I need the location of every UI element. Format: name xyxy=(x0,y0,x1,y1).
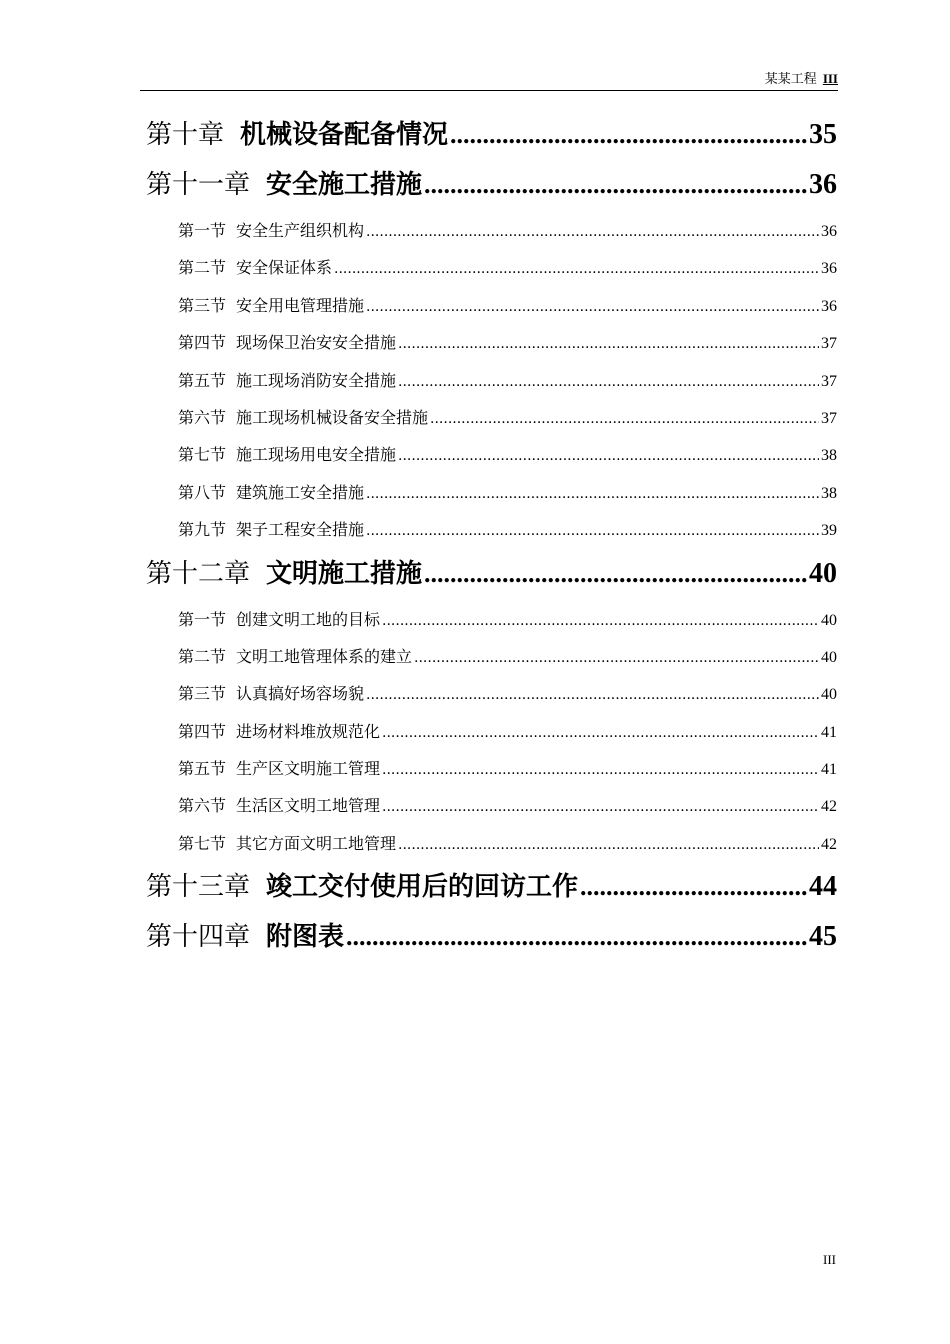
section-label: 第五节 xyxy=(178,759,227,779)
chapter-title: 附图表 xyxy=(266,922,345,953)
section-page-number: 40 xyxy=(821,611,837,629)
section-page-number: 37 xyxy=(821,372,837,390)
dot-leader xyxy=(398,326,819,363)
toc-chapter-11-sections xyxy=(146,210,837,549)
section-title: 现场保卫治安安全措施 xyxy=(236,333,397,353)
section-page-number: 40 xyxy=(821,648,837,666)
toc-section[interactable] xyxy=(178,287,837,324)
section-page-number: 37 xyxy=(821,409,837,427)
chapter-title: 安全施工措施 xyxy=(266,170,423,200)
section-title: 安全生产组织机构 xyxy=(236,221,365,240)
toc-chapter-12[interactable] xyxy=(146,549,837,599)
section-page-number: 38 xyxy=(821,447,837,465)
chapter-label: 第十一章 xyxy=(146,170,251,200)
section-label: 第二节 xyxy=(178,646,227,666)
section-title: 其它方面文明工地管理 xyxy=(236,833,397,853)
toc-section[interactable] xyxy=(178,474,837,511)
section-title: 架子工程安全措施 xyxy=(236,520,365,540)
chapter-label: 第十二章 xyxy=(146,558,251,589)
toc-chapter-13[interactable] xyxy=(146,862,837,912)
toc-chapter-14[interactable] xyxy=(146,912,837,962)
chapter-page-number: 40 xyxy=(809,557,837,589)
toc-chapter-11[interactable] xyxy=(146,160,837,210)
header-page-number: III xyxy=(822,71,838,86)
chapter-page-number: 44 xyxy=(809,871,837,903)
section-page-number: 36 xyxy=(821,223,837,240)
section-title: 施工现场消防安全措施 xyxy=(236,370,397,390)
chapter-title: 竣工交付使用后的回访工作 xyxy=(266,872,579,903)
section-title: 进场材料堆放规范化 xyxy=(236,721,381,741)
section-page-number: 42 xyxy=(821,835,837,853)
chapter-title: 文明施工措施 xyxy=(266,558,423,589)
toc-section[interactable] xyxy=(178,399,837,436)
toc-section[interactable] xyxy=(178,713,837,750)
dot-leader xyxy=(398,827,819,864)
section-label: 第五节 xyxy=(178,370,227,390)
dot-leader xyxy=(366,677,819,714)
section-page-number: 38 xyxy=(821,484,837,502)
dot-leader xyxy=(414,640,819,677)
dot-leader xyxy=(382,789,819,826)
section-title: 创建文明工地的目标 xyxy=(236,609,381,629)
dot-leader xyxy=(366,513,819,550)
section-title: 文明工地管理体系的建立 xyxy=(236,646,413,666)
dot-leader xyxy=(398,438,819,475)
section-page-number: 41 xyxy=(821,761,837,779)
toc-section[interactable] xyxy=(178,638,837,675)
toc-section[interactable] xyxy=(178,212,837,249)
footer-page-number: III xyxy=(823,1252,836,1267)
dot-leader xyxy=(366,214,819,251)
section-title: 生产区文明施工管理 xyxy=(236,759,381,779)
section-title: 施工现场用电安全措施 xyxy=(236,445,397,465)
dot-leader xyxy=(430,401,819,438)
section-title: 安全用电管理措施 xyxy=(236,295,365,315)
section-page-number: 36 xyxy=(821,260,837,278)
toc-chapter-12-sections xyxy=(146,599,837,863)
section-label: 第四节 xyxy=(178,333,227,353)
toc-section[interactable] xyxy=(178,750,837,787)
section-title: 建筑施工安全措施 xyxy=(236,482,365,502)
section-label: 第七节 xyxy=(178,833,227,853)
dot-leader xyxy=(382,715,819,752)
section-label: 第六节 xyxy=(178,407,227,427)
section-title: 认真搞好场容场貌 xyxy=(236,684,365,704)
section-label: 第一节 xyxy=(178,609,227,629)
section-page-number: 40 xyxy=(821,686,837,704)
dot-leader xyxy=(346,912,807,962)
header-project-name: 某某工程 xyxy=(764,72,817,87)
section-title: 生活区文明工地管理 xyxy=(236,796,381,816)
chapter-label: 第十章 xyxy=(146,120,225,150)
section-page-number: 39 xyxy=(821,522,837,540)
section-label: 第一节 xyxy=(178,221,227,240)
section-page-number: 42 xyxy=(821,798,837,816)
section-label: 第二节 xyxy=(178,258,227,278)
toc-section[interactable] xyxy=(178,601,837,638)
section-label: 第八节 xyxy=(178,482,227,502)
toc-section[interactable] xyxy=(178,324,837,361)
dot-leader xyxy=(366,289,819,326)
toc-section[interactable] xyxy=(178,436,837,473)
section-label: 第六节 xyxy=(178,796,227,816)
section-label: 第三节 xyxy=(178,295,227,315)
chapter-page-number: 45 xyxy=(809,921,837,953)
section-page-number: 37 xyxy=(821,335,837,353)
section-title: 安全保证体系 xyxy=(236,258,333,278)
toc-section[interactable] xyxy=(178,249,837,286)
section-page-number: 36 xyxy=(821,297,837,315)
dot-leader xyxy=(382,752,819,789)
dot-leader xyxy=(450,110,807,160)
chapter-label: 第十三章 xyxy=(146,872,251,903)
header-text xyxy=(765,70,838,89)
toc-section[interactable] xyxy=(178,511,837,548)
section-page-number: 41 xyxy=(821,723,837,741)
section-label: 第四节 xyxy=(178,721,227,741)
dot-leader xyxy=(334,251,819,288)
section-title: 施工现场机械设备安全措施 xyxy=(236,407,429,427)
dot-leader xyxy=(382,603,819,640)
dot-leader xyxy=(398,364,819,401)
dot-leader xyxy=(424,549,807,599)
chapter-label: 第十四章 xyxy=(146,922,251,953)
toc-section[interactable] xyxy=(178,787,837,824)
chapter-page-number: 36 xyxy=(809,169,837,200)
toc-chapter-10[interactable] xyxy=(146,110,837,160)
section-label: 第九节 xyxy=(178,520,227,540)
dot-leader xyxy=(366,476,819,513)
chapter-title: 机械设备配备情况 xyxy=(240,120,449,150)
dot-leader xyxy=(424,160,807,210)
chapter-page-number: 35 xyxy=(809,119,837,150)
toc-section[interactable] xyxy=(178,825,837,862)
section-label: 第七节 xyxy=(178,445,227,465)
page-header xyxy=(140,70,838,91)
toc-section[interactable] xyxy=(178,362,837,399)
section-label: 第三节 xyxy=(178,684,227,704)
table-of-contents xyxy=(146,110,837,962)
toc-section[interactable] xyxy=(178,675,837,712)
dot-leader xyxy=(580,862,807,912)
